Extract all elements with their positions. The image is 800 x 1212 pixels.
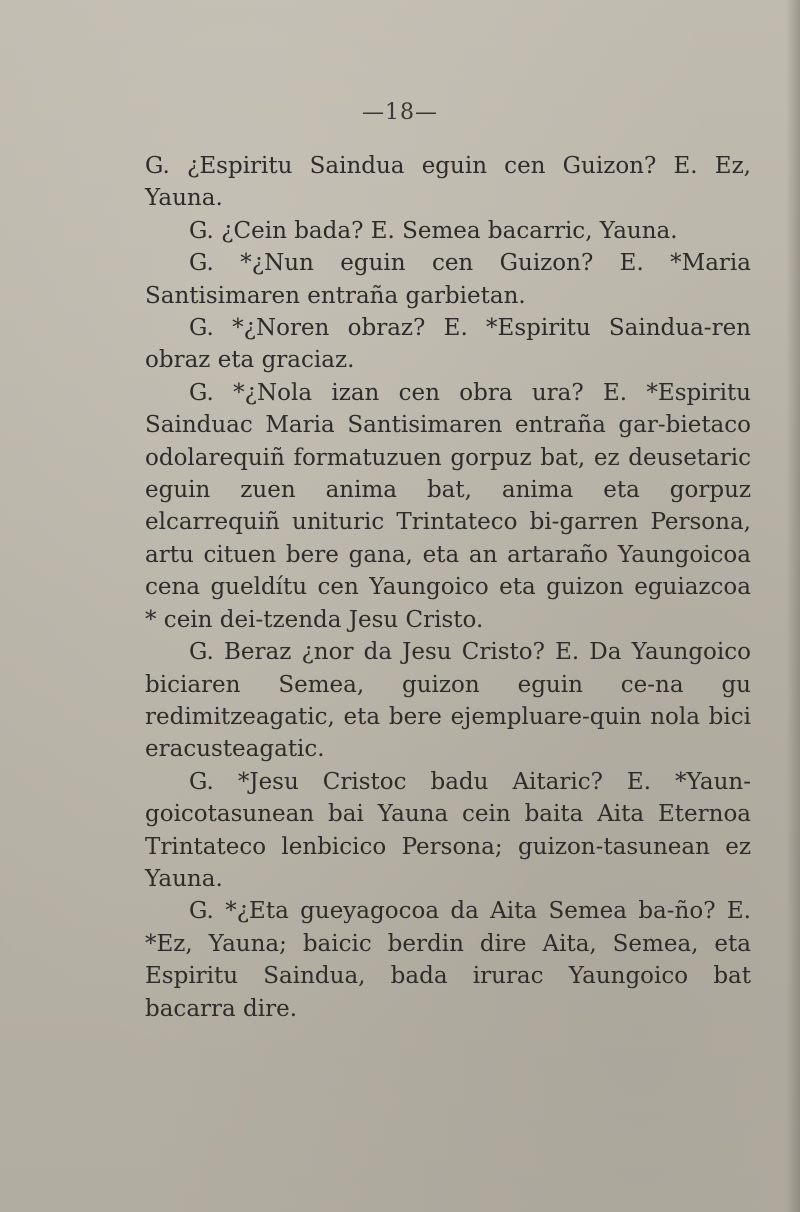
paragraph-2: G. ¿Cein bada? E. Semea bacarric, Yauna. (189, 217, 678, 244)
paragraph-4: G. *¿Noren obraz? E. *Espiritu Saindua-ren obraz eta graciaz. (145, 315, 751, 374)
paragraph-7: G. *Jesu Cristoc badu Aitaric? E. *Yaun-goicotasunean bai Yauna cein baita Aita Eternoa Trintateco lenbicico Persona; guizon-tasunean ez Yauna. (145, 768, 751, 892)
paragraph-3: G. *¿Nun eguin cen Guizon? E. *Maria Santisimaren entraña garbietan. (145, 250, 751, 309)
page-edge-shadow (786, 0, 800, 1212)
paragraph-6: G. Beraz ¿nor da Jesu Cristo? E. Da Yaungoico biciaren Semea, guizon eguin ce-na gu redimitzeagatic, eta bere ejempluare-quin nola bici eracusteagatic. (145, 639, 751, 763)
paragraph-8: G. *¿Eta gueyagocoa da Aita Semea ba-ño? E. *Ez, Yauna; baicic berdin dire Aita, Semea, eta Espiritu Saindua, bada irurac Yaungoico bat bacarra dire. (145, 898, 751, 1022)
catechism-text (145, 150, 751, 1025)
paragraph-1: G. ¿Espiritu Saindua eguin cen Guizon? E. Ez, Yauna. (145, 153, 751, 212)
paragraph-5: G. *¿Nola izan cen obra ura? E. *Espiritu Sainduac Maria Santisimaren entraña gar-bietaco odolarequiñ formatuzuen gorpuz bat, ez deusetaric eguin zuen anima bat, anima eta gorpuz elcarrequiñ unituric Trintateco bi-garren Persona, artu cituen bere gana, eta an artaraño Yaungoicoa cena gueldítu cen Yaungoico eta guizon eguiazcoa * cein dei-tzenda Jesu Cristo. (145, 379, 751, 633)
page-number: —18— (362, 100, 438, 125)
